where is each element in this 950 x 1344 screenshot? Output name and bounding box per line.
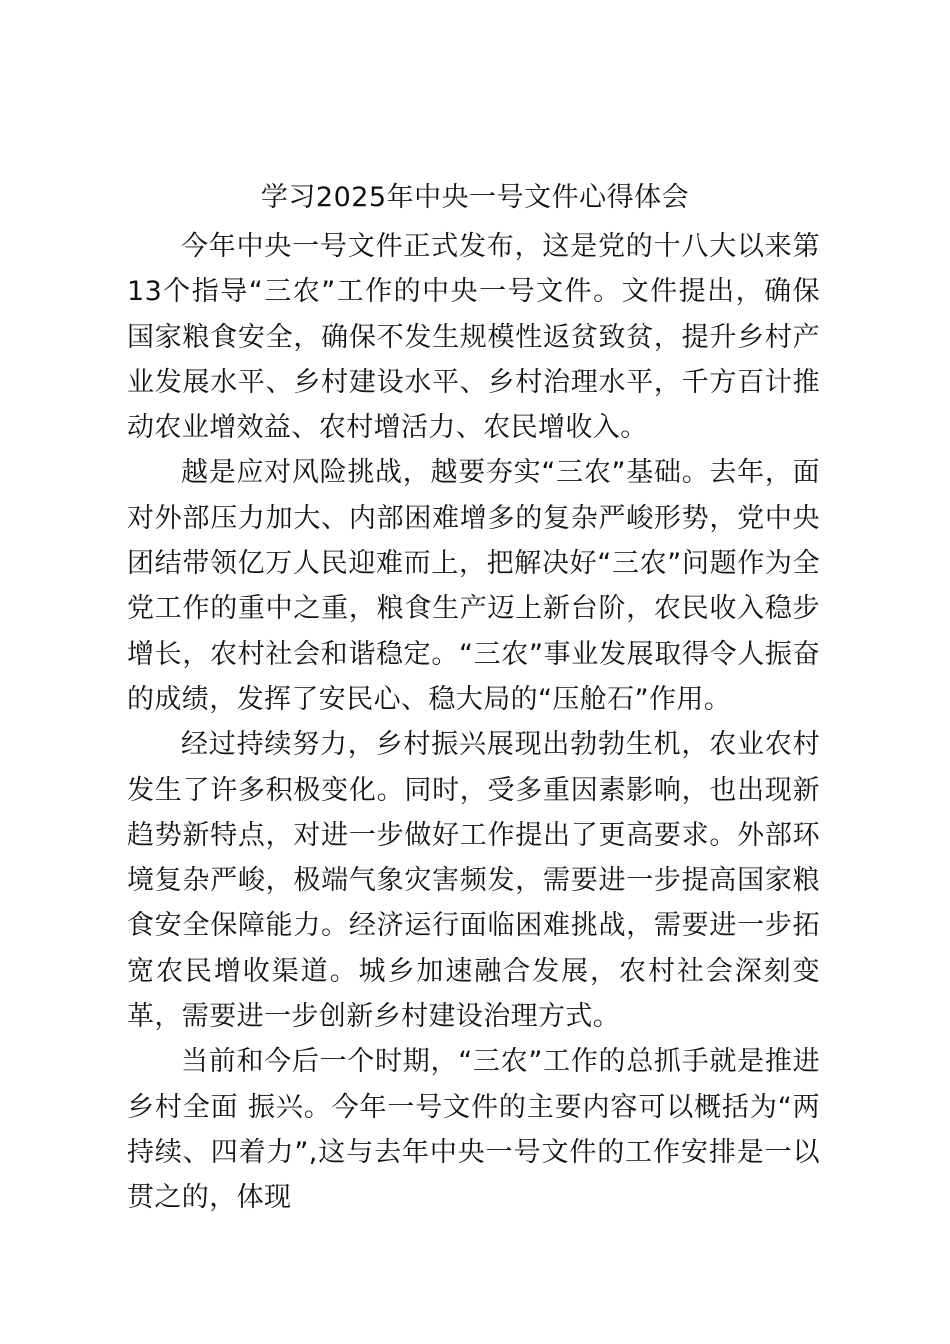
paragraph-2: 越是应对风险挑战，越要夯实“三农”基础。去年，面对外部压力加大、内部困难增多的复杂严峻形势，党中央团结带领亿万人民迎难而上，把解决好“三农”问题作为全党工作的重中之重，粮食生产迈上新台阶，农民收入稳步增长，农村社会和谐稳定。“三农”事业发展取得令人振奋的成绩，发挥了安民心、稳大局的“压舱石”作用。 [127, 457, 820, 715]
paragraph-1: 今年中央一号文件正式发布，这是党的十八大以来第13个指导“三农”工作的中央一号文件。文件提出，确保国家粮食安全，确保不发生规模性返贫致贫，提升乡村产业发展水平、乡村建设水平、乡村治理水平，千方百计推动农业增效益、农村增活力、农民增收入。 [127, 231, 820, 444]
paragraph-3: 经过持续努力，乡村振兴展现出勃勃生机，农业农村发生了许多积极变化。同时，受多重因素影响，也出现新趋势新特点，对进一步做好工作提出了更高要求。外部环境复杂严峻，极端气象灾害频发，需要进一步提高国家粮食安全保障能力。经济运行面临困难挑战，需要进一步拓宽农民增收渠道。城乡加速融合发展，农村社会深刻变革，需要进一步创新乡村建设治理方式。 [127, 729, 820, 1033]
paragraph-4: 当前和今后一个时期，“三农”工作的总抓手就是推进乡村全面 振兴。今年一号文件的主要内容可以概括为“两持续、四着力”,这与去年中央一号文件的工作安排是一以贯之的，体现 [127, 1046, 820, 1214]
document-body [127, 224, 820, 1221]
document-title: 学习2025年中央一号文件心得体会 [260, 182, 690, 213]
